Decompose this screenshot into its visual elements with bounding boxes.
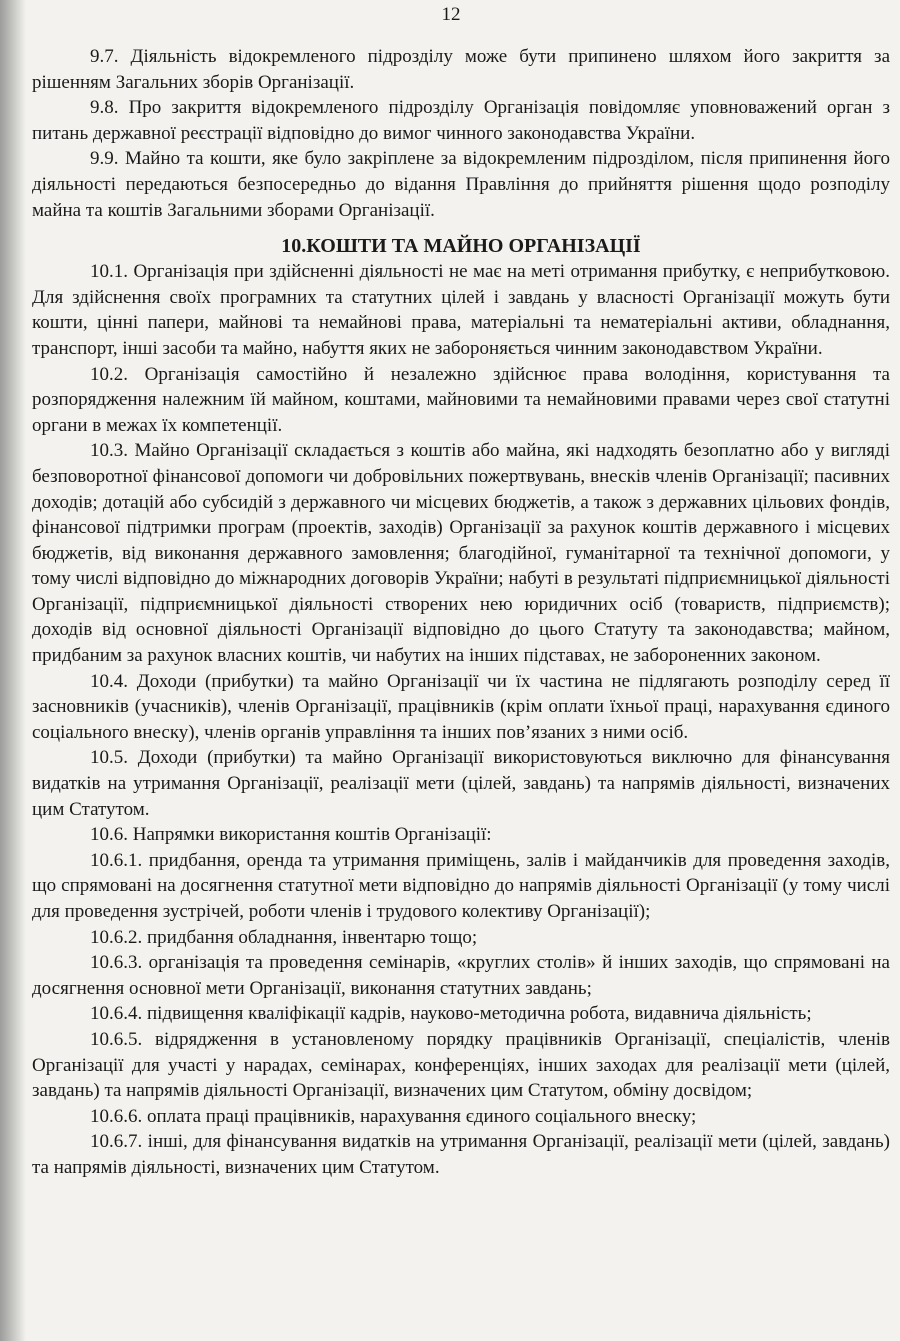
- paragraph-10-6-4: 10.6.4. підвищення кваліфікації кадрів, науково-методична робота, видавнича діяльність;: [90, 1003, 812, 1025]
- paragraph-10-1: 10.1. Організація при здійсненні діяльності не має на меті отримання прибутку, є неприбутковою. Для здійснення своїх програмних та статутних цілей і завдань у власності Організації можуть бути кошти, цінні папери, майнові та немайнові права, матеріальні та нематеріальні активи, обладнання, транспорт, інші засоби та майно, набуття яких не забороняється чинним законодавством України.: [32, 261, 890, 359]
- paragraph-10-6-6: 10.6.6. оплата праці працівників, нарахування єдиного соціального внеску;: [90, 1105, 697, 1127]
- paragraph-10-6: 10.6. Напрямки використання коштів Організації:: [90, 824, 492, 846]
- paragraph-10-6-1: 10.6.1. придбання, оренда та утримання приміщень, залів і майданчиків для проведення заходів, що спрямовані на досягнення статутної мети відповідно до напрямів діяльності Організації (у тому числі для проведення зустрічей, роботи членів і трудового колективу Організації);: [32, 849, 890, 922]
- paragraph-9-7: 9.7. Діяльність відокремленого підрозділу може бути припинено шляхом його закриття за рішенням Загальних зборів Організації.: [32, 46, 890, 93]
- paragraph-10-6-3: 10.6.3. організація та проведення семінарів, «круглих столів» й інших заходів, що спрямовані на досягнення основної мети Організації, виконання статутних завдань;: [32, 952, 890, 999]
- paragraph-10-4: 10.4. Доходи (прибутки) та майно Організації чи їх частина не підлягають розподілу серед її засновників (учасників), членів Організації, працівників (крім оплати їхньої праці, нарахування єдиного соціального внеску), членів органів управління та інших пов’язаних з ними осіб.: [32, 670, 890, 743]
- section-10-heading: 10.КОШТИ ТА МАЙНО ОРГАНІЗАЦІЇ: [281, 235, 641, 258]
- paragraph-10-6-5: 10.6.5. відрядження в установленому порядку працівників Організації, спеціалістів, членів Організації для участі у нарадах, семінарах, конференціях, інших заходах для реалізації мети (цілей, завдань) та напрямів діяльності Організації, визначених цим Статутом, обміну досвідом;: [32, 1028, 890, 1102]
- paragraph-9-8: 9.8. Про закриття відокремленого підрозділу Організація повідомляє уповноважений орган з питань державної реєстрації відповідно до вимог чинного законодавства України.: [32, 97, 890, 144]
- paragraph-9-9: 9.9. Майно та кошти, яке було закріплене за відокремленим підрозділом, після припинення його діяльності передаються безпосередньо до відання Правління до прийняття рішення щодо розподілу майна та коштів Загальними зборами Організації.: [32, 148, 890, 221]
- page-number: 12: [441, 4, 461, 25]
- paragraph-10-2: 10.2. Організація самостійно й незалежно здійснює права володіння, користування та розпорядження належним їй майном, коштами, майновими та немайновими правами через свої статутні органи в межах їх компетенції.: [32, 363, 890, 436]
- paragraph-10-6-7: 10.6.7. інші, для фінансування видатків на утримання Організації, реалізації мети (цілей, завдань) та напрямів діяльності, визначених цим Статутом.: [32, 1131, 890, 1178]
- paragraph-10-3: 10.3. Майно Організації складається з коштів або майна, які надходять безоплатно або у вигляді безповоротної фінансової допомоги чи добровільних пожертвувань, внесків членів Організації; пасивних доходів; дотацій або субсидій з державного чи місцевих бюджетів, а також з державних цільових фондів, фінансової підтримки програм (проектів, заходів) Організації за рахунок коштів державного і місцевих бюджетів, від виконання державного замовлення; благодійної, гуманітарної та технічної допомоги, у тому числі відповідно до міжнародних договорів України; набуті в результаті підприємницької діяльності Організації, підприємницької діяльності створених нею юридичних осіб (товариств, підприємств); доходів від основної діяльності Організації відповідно до цього Статуту та законодавства; майном, придбаним за рахунок власних коштів, чи набутих на інших підставах, не забороненних законом.: [32, 440, 890, 667]
- paragraph-10-6-2: 10.6.2. придбання обладнання, інвентарю тощо;: [90, 926, 478, 948]
- document-page: [32, 0, 890, 1181]
- paragraph-10-5: 10.5. Доходи (прибутки) та майно Організації використовуються виключно для фінансування видатків на утримання Організації, реалізації мети (цілей, завдань) та напрямів діяльності, визначених цим Статутом.: [32, 747, 890, 820]
- scan-shadow-edge: [0, 0, 26, 1341]
